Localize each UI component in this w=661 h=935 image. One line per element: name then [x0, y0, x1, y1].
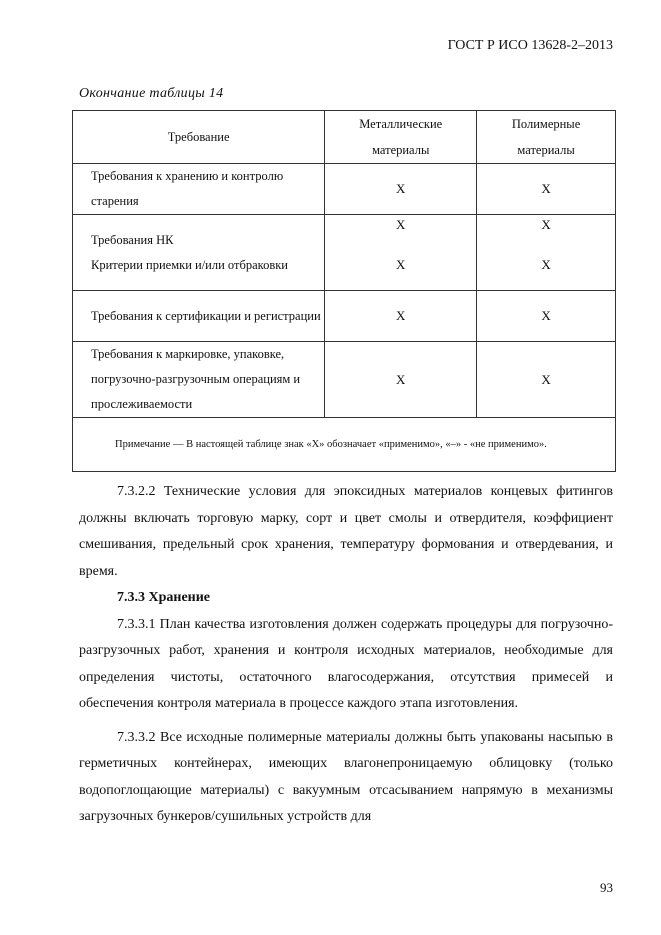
- table-header-row: [73, 111, 616, 164]
- table-note-row: [73, 418, 616, 472]
- document-header: ГОСТ Р ИСО 13628-2–2013: [447, 38, 613, 53]
- paragraph-7-3-3-1: 7.3.3.1 План качества изготовления должен содержать процедуры для погрузочно-разгрузочных работ, хранения и контроля исходных материалов, необходимые для определения чистоты, остаточного влагосодержания, отсутствия примесей и обеспечения контроля материала в процессе каждого этапа изготовления.: [79, 616, 613, 711]
- cell-polymer: X: [477, 164, 616, 215]
- row-requirement: Требования к сертификации и регистрации: [91, 308, 321, 323]
- cell-polymer: X: [541, 217, 551, 232]
- cell-metal: X: [325, 342, 477, 418]
- body-text: [79, 479, 613, 831]
- table-row: [73, 291, 616, 342]
- cell-metal: X: [325, 164, 477, 215]
- cell-polymer: X: [477, 291, 616, 342]
- header-metal: Металлические материалы: [325, 111, 477, 164]
- cell-metal: X: [396, 257, 406, 272]
- requirements-table: [72, 110, 616, 472]
- cell-metal: X: [396, 217, 406, 232]
- paragraph-7-3-3-2: 7.3.3.2 Все исходные полимерные материалы должны быть упакованы насыпью в герметичных контейнерах, имеющих влагонепроницаемую облицовку (только водопоглощающие материалы) с вакуумным отсасыванием напрямую в механизмы загрузочных бункеров/сушильных устройств для: [79, 729, 613, 824]
- table-row: [73, 215, 616, 291]
- row-requirement: Требования к маркировке, упаковке, погрузочно-разгрузочным операциям и прослеживаемости: [91, 347, 301, 411]
- cell-metal: X: [325, 291, 477, 342]
- section-heading: 7.3.3 Хранение: [117, 590, 211, 605]
- table-note: Примечание — В настоящей таблице знак «Х» обозначает «применимо», «–» - «не применимо».: [115, 438, 547, 450]
- row-requirement: Критерии приемки и/или отбраковки: [91, 258, 288, 272]
- paragraph-7-3-2-2: 7.3.2.2 Технические условия для эпоксидных материалов концевых фитингов должны включать торговую марку, сорт и цвет смолы и отвердителя, коэффициент смешивания, предельный срок хранения, температуру формования и отвердевания, и время.: [79, 484, 613, 579]
- row-requirement: Требования к хранению и контролю старения: [91, 169, 284, 208]
- table-row: [73, 342, 616, 418]
- row-requirement: Требования НК: [91, 233, 174, 247]
- header-polymer: Полимерные материалы: [477, 111, 616, 164]
- header-requirement: Требование: [73, 111, 325, 164]
- cell-polymer: X: [477, 342, 616, 418]
- table-row: [73, 164, 616, 215]
- page-number: 93: [600, 880, 613, 895]
- table-caption: Окончание таблицы 14: [79, 86, 224, 101]
- cell-polymer: X: [541, 257, 551, 272]
